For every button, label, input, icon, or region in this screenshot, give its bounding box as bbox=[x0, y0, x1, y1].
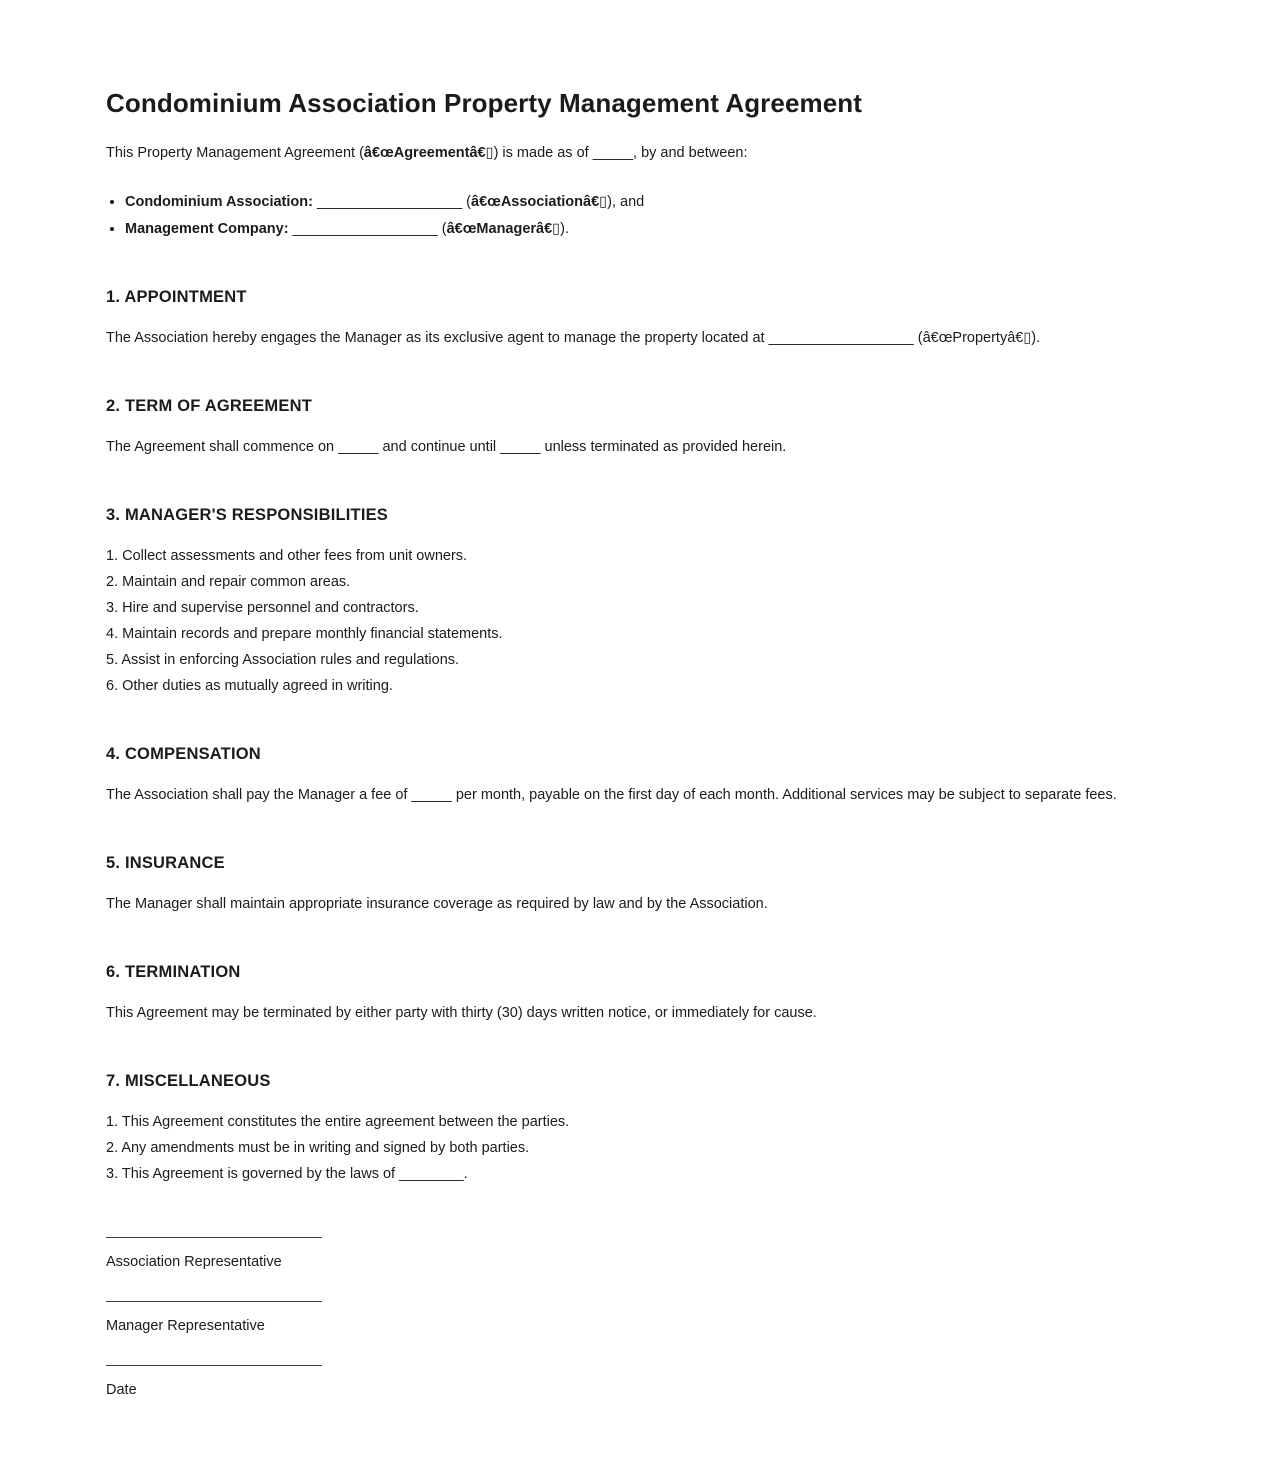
section-miscellaneous bbox=[106, 1070, 1157, 1187]
section-insurance bbox=[106, 852, 1157, 917]
list-item: 1. This Agreement constitutes the entire agreement between the parties. bbox=[106, 1114, 570, 1130]
signature-block-manager bbox=[106, 1301, 1157, 1337]
signature-block-date bbox=[106, 1365, 1157, 1401]
party-item-manager bbox=[125, 217, 1157, 242]
responsibilities-list bbox=[106, 544, 1157, 699]
list-item: 4. Maintain records and prepare monthly financial statements. bbox=[106, 626, 503, 642]
section-termination bbox=[106, 961, 1157, 1026]
signature-line bbox=[106, 1365, 322, 1366]
party-item-association bbox=[125, 190, 1157, 215]
list-item: 2. Maintain and repair common areas. bbox=[106, 574, 351, 590]
signature-line bbox=[106, 1301, 322, 1302]
signature-line bbox=[106, 1237, 322, 1238]
section-heading: 2. TERM OF AGREEMENT bbox=[106, 397, 312, 415]
party-suffix: ), and bbox=[607, 194, 645, 210]
signature-block-association bbox=[106, 1237, 1157, 1273]
section-paragraph: The Agreement shall commence on _____ and continue until _____ unless terminated as provided herein. bbox=[106, 439, 787, 455]
section-heading: 1. APPOINTMENT bbox=[106, 288, 247, 306]
section-compensation bbox=[106, 743, 1157, 808]
party-blank-line: __________________ ( bbox=[312, 194, 472, 210]
signature-label: Date bbox=[106, 1382, 137, 1398]
intro-text-post: ) is made as of _____, by and between: bbox=[493, 145, 748, 161]
party-label: Management Company: bbox=[125, 221, 289, 237]
list-item: 5. Assist in enforcing Association rules and regulations. bbox=[106, 652, 460, 668]
party-label: Condominium Association: bbox=[125, 194, 313, 210]
list-item: 3. Hire and supervise personnel and contractors. bbox=[106, 600, 419, 616]
section-appointment bbox=[106, 286, 1157, 351]
section-paragraph: This Agreement may be terminated by either party with thirty (30) days written notice, or immediately for cause. bbox=[106, 1005, 817, 1021]
section-paragraph: The Association shall pay the Manager a fee of _____ per month, payable on the first day of each month. Additional services may be subject to separate fees. bbox=[106, 787, 1117, 803]
section-managers-responsibilities bbox=[106, 504, 1157, 699]
section-heading: 4. COMPENSATION bbox=[106, 745, 261, 763]
party-term-bold: â€œAssociationâ€▯ bbox=[471, 194, 608, 210]
section-heading: 6. TERMINATION bbox=[106, 963, 241, 981]
list-item: 3. This Agreement is governed by the laws of ________. bbox=[106, 1166, 468, 1182]
miscellaneous-list bbox=[106, 1110, 1157, 1187]
section-paragraph: The Association hereby engages the Manager as its exclusive agent to manage the property located at __________________ (â€œPropertyâ€▯). bbox=[106, 330, 1041, 346]
section-paragraph: The Manager shall maintain appropriate insurance coverage as required by law and by the Association. bbox=[106, 896, 768, 912]
signature-area bbox=[106, 1237, 1157, 1401]
section-heading: 5. INSURANCE bbox=[106, 854, 225, 872]
parties-list bbox=[106, 190, 1157, 242]
section-heading: 7. MISCELLANEOUS bbox=[106, 1072, 271, 1090]
intro-paragraph bbox=[106, 141, 1157, 166]
party-suffix: ). bbox=[560, 221, 570, 237]
signature-label: Manager Representative bbox=[106, 1318, 265, 1334]
section-term-of-agreement bbox=[106, 395, 1157, 460]
signature-label: Association Representative bbox=[106, 1254, 282, 1270]
section-heading: 3. MANAGER'S RESPONSIBILITIES bbox=[106, 506, 389, 524]
party-blank-line: __________________ ( bbox=[288, 221, 447, 237]
list-item: 2. Any amendments must be in writing and signed by both parties. bbox=[106, 1140, 530, 1156]
intro-term-bold: â€œAgreementâ€▯ bbox=[363, 145, 494, 161]
document-title: Condominium Association Property Management Agreement bbox=[106, 88, 863, 118]
party-term-bold: â€œManagerâ€▯ bbox=[446, 221, 561, 237]
intro-text-pre: This Property Management Agreement ( bbox=[106, 145, 364, 161]
list-item: 6. Other duties as mutually agreed in writing. bbox=[106, 678, 393, 694]
list-item: 1. Collect assessments and other fees from unit owners. bbox=[106, 548, 468, 564]
